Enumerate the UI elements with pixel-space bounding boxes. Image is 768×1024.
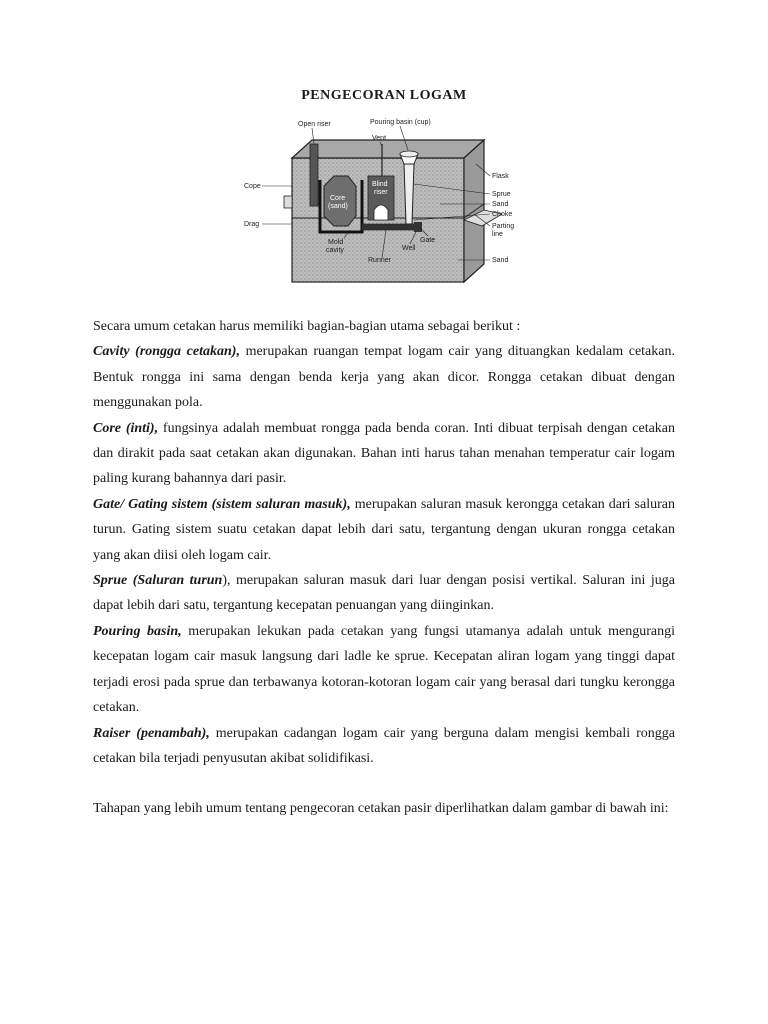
label-core: Core [330,195,346,202]
label-pouring-basin: Pouring basin (cup) [370,119,431,126]
pouring-basin-rim [400,151,418,157]
desc-core: fungsinya adalah membuat rongga pada benda coran. Inti dibuat terpisah dengan cetakan dan dirakit pada saat cetakan akan digunakan. Bahan inti harus tahan menahan temperatur cair logam paling kurang bahannya dari pasir. [93,420,676,487]
paragraph-gap [93,771,675,796]
label-cavity: cavity [326,247,344,254]
well [414,222,422,232]
riser-arch [374,205,388,220]
term-gate: Gate/ Gating sistem (sistem saluran masuk), [93,496,351,512]
label-sprue: Sprue [492,191,511,198]
flask-handle-left [284,196,292,208]
desc-sprue: ), merupakan saluran masuk dari luar dengan posisi vertikal. Saluran ini juga dapat lebih dari satu, tergantung kecepatan penuangan yang diinginkan. [93,573,675,614]
desc-gate: merupakan saluran masuk kerongga cetakan dari saluran turun. Gating sistem suatu cetakan dapat lebih dari satu, tergantung dengan ukuran rongga cetakan yang akan diisi oleh logam cair. [93,496,675,563]
label-parting: Parting [492,223,515,230]
label-mold: Mold [328,239,344,246]
term-cavity: Cavity (rongga cetakan), [93,344,240,360]
item-gate [93,492,675,568]
item-core [93,416,675,492]
desc-cavity: merupakan ruangan tempat logam cair yang dituangkan kedalam cetakan. Bentuk rongga ini sama dengan benda kerja yang akan dicor. Rongga cetakan dibuat dengan menggunakan pola. [93,344,675,411]
item-raiser [93,721,675,772]
sand-casting-diagram [240,114,530,292]
label-sand-bottom: Sand [492,257,509,264]
desc-pouring-basin: merupakan lekukan pada cetakan yang fungsi utamanya adalah untuk mengurangi kecepatan logam cair masuk langsung dari ladle ke sprue. Kecepatan aliran logam yang tinggi dapat terjadi erosi pada sprue dan terbawanya kotoran-kotoran logam cair yang berasal dari tungku kerongga cetakan. [93,623,676,716]
item-pouring-basin [93,619,675,721]
intro-paragraph: Secara umum cetakan harus memiliki bagian-bagian utama sebagai berikut : [93,319,521,334]
label-open-riser: Open riser [298,121,331,128]
label-drag: Drag [244,221,260,228]
desc-raiser: merupakan cadangan logam cair yang berguna dalam mengisi kembali rongga cetakan bila terjadi penyusutan akibat solidifikasi. [93,725,675,766]
closing-paragraph: Tahapan yang lebih umum tentang pengecoran cetakan pasir diperlihatkan dalam gambar di bawah ini: [93,801,669,817]
label-sand-top: Sand [492,201,509,208]
label-riser: riser [374,189,388,196]
term-sprue: Sprue (Saluran turun [93,573,223,589]
label-blind: Blind [372,181,388,188]
term-core: Core (inti), [93,420,159,436]
label-cope: Cope [244,183,261,190]
document-body [93,314,675,822]
item-cavity [93,339,675,415]
term-pouring-basin: Pouring basin, [93,623,182,639]
flask-top [292,140,484,158]
open-riser [310,144,318,206]
label-choke: Choke [492,211,513,218]
label-gate: Gate [420,237,436,244]
label-well: Well [402,245,416,252]
diagram-svg [240,114,530,292]
item-sprue [93,568,675,619]
sprue [404,164,414,224]
label-runner: Runner [368,257,391,264]
label-core-sand: (sand) [328,203,348,210]
page-title: PENGECORAN LOGAM [301,88,467,103]
runner [362,224,414,230]
label-vent: Vent [372,135,387,142]
label-flask: Flask [492,173,509,180]
label-parting-line: line [492,231,503,238]
term-raiser: Raiser (penambah), [93,725,210,741]
